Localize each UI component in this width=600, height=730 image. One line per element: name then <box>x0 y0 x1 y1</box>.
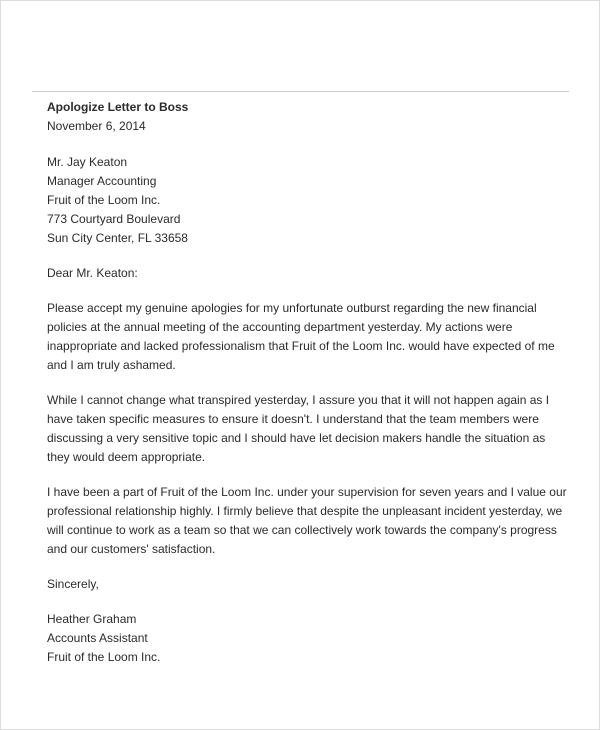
sender-name: Heather Graham <box>47 612 137 626</box>
header-divider <box>32 91 569 92</box>
salutation: Dear Mr. Keaton: <box>47 266 138 280</box>
letter-body <box>47 98 567 667</box>
recipient-company: Fruit of the Loom Inc. <box>47 193 161 207</box>
paragraph-assurance: While I cannot change what transpired yesterday, I assure you that it will not happen again as I have taken specific measures to ensure it doesn't. I understand that the team members were discussing a very sensitive topic and I should have let decision makers handle the situation as they would deem appropriate. <box>47 393 550 464</box>
recipient-name: Mr. Jay Keaton <box>47 155 128 169</box>
sender-signature-block <box>47 610 567 667</box>
recipient-address <box>47 153 567 248</box>
sender-position: Accounts Assistant <box>47 631 148 645</box>
paragraph-apology: Please accept my genuine apologies for my unfortunate outburst regarding the new financial policies at the annual meeting of the accounting department yesterday. My actions were inappropriate and lacked professionalism that Fruit of the Loom Inc. would have expected of me and I am truly ashamed. <box>47 301 555 372</box>
paragraph-commitment: I have been a part of Fruit of the Loom Inc. under your supervision for seven years and I value our professional relationship highly. I firmly believe that despite the unpleasant incident yesterday, we will continue to work as a team so that we can collectively work towards the company's progress and our customers' satisfaction. <box>47 485 567 556</box>
sender-company: Fruit of the Loom Inc. <box>47 650 161 664</box>
recipient-street: 773 Courtyard Boulevard <box>47 212 181 226</box>
recipient-city: Sun City Center, FL 33658 <box>47 231 188 245</box>
closing: Sincerely, <box>47 577 99 591</box>
letter-date: November 6, 2014 <box>47 119 146 133</box>
letter-title: Apologize Letter to Boss <box>47 100 189 114</box>
recipient-position: Manager Accounting <box>47 174 157 188</box>
